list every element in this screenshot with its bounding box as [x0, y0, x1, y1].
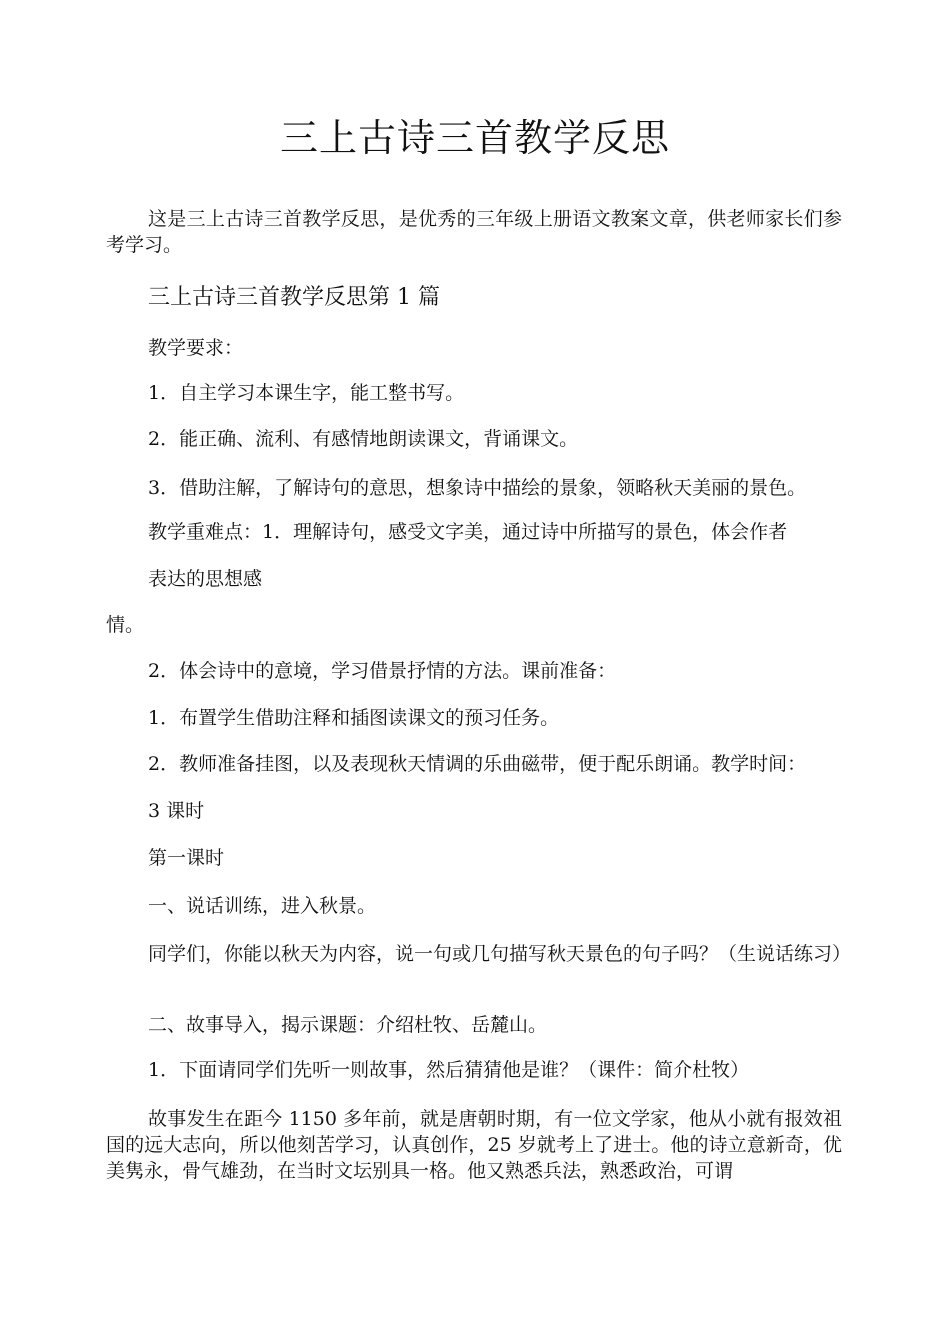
preparation-item-2: 2．教师准备挂图，以及表现秋天情调的乐曲磁带，便于配乐朗诵。教学时间： [148, 753, 807, 775]
key-point-2: 2．体会诗中的意境，学习借景抒情的方法。课前准备： [148, 660, 617, 682]
intro-paragraph: 这是三上古诗三首教学反思，是优秀的三年级上册语文教案文章，供老师家长们参考学习。 [106, 208, 842, 256]
requirement-item-1: 1．自主学习本课生字，能工整书写。 [148, 382, 465, 404]
teaching-time: 3 课时 [148, 800, 205, 822]
section-heading: 三上古诗三首教学反思第 1 篇 [148, 285, 440, 310]
key-point-1: 教学重难点：1．理解诗句，感受文字美，通过诗中所描写的景色，体会作者 [148, 521, 788, 543]
requirement-item-3: 3．借助注解，了解诗句的意思，想象诗中描绘的景象，领略秋天美丽的景色。 [148, 477, 807, 499]
key-point-1-continued: 表达的思想感 [148, 568, 263, 590]
story-paragraph: 故事发生在距今 1150 多年前，就是唐朝时期，有一位文学家，他从小就有报效祖国的远大志向，所以他刻苦学习，认真创作，25 岁就考上了进士。他的诗立意新奇，优美隽永，骨气雄劲，在当时文坛别具一格。他又熟悉兵法，熟悉政治，可谓 [106, 1108, 842, 1182]
teaching-requirements-label: 教学要求： [148, 337, 244, 359]
story-question: 1．下面请同学们先听一则故事，然后猜猜他是谁？（课件：简介杜牧） [148, 1059, 750, 1081]
lesson-one-heading: 第一课时 [148, 847, 225, 869]
step-one: 一、说话训练，进入秋景。 [148, 895, 377, 917]
preparation-item-1: 1．布置学生借助注释和插图读课文的预习任务。 [148, 707, 560, 729]
requirement-item-2: 2．能正确、流利、有感情地朗读课文，背诵课文。 [148, 428, 579, 450]
key-point-1-end: 情。 [106, 614, 145, 636]
talk-practice-paragraph: 同学们，你能以秋天为内容，说一句或几句描写秋天景色的句子吗？（生说话练习） [148, 943, 852, 965]
step-two: 二、故事导入，揭示课题：介绍杜牧、岳麓山。 [148, 1014, 548, 1036]
page-title: 三上古诗三首教学反思 [279, 116, 670, 160]
